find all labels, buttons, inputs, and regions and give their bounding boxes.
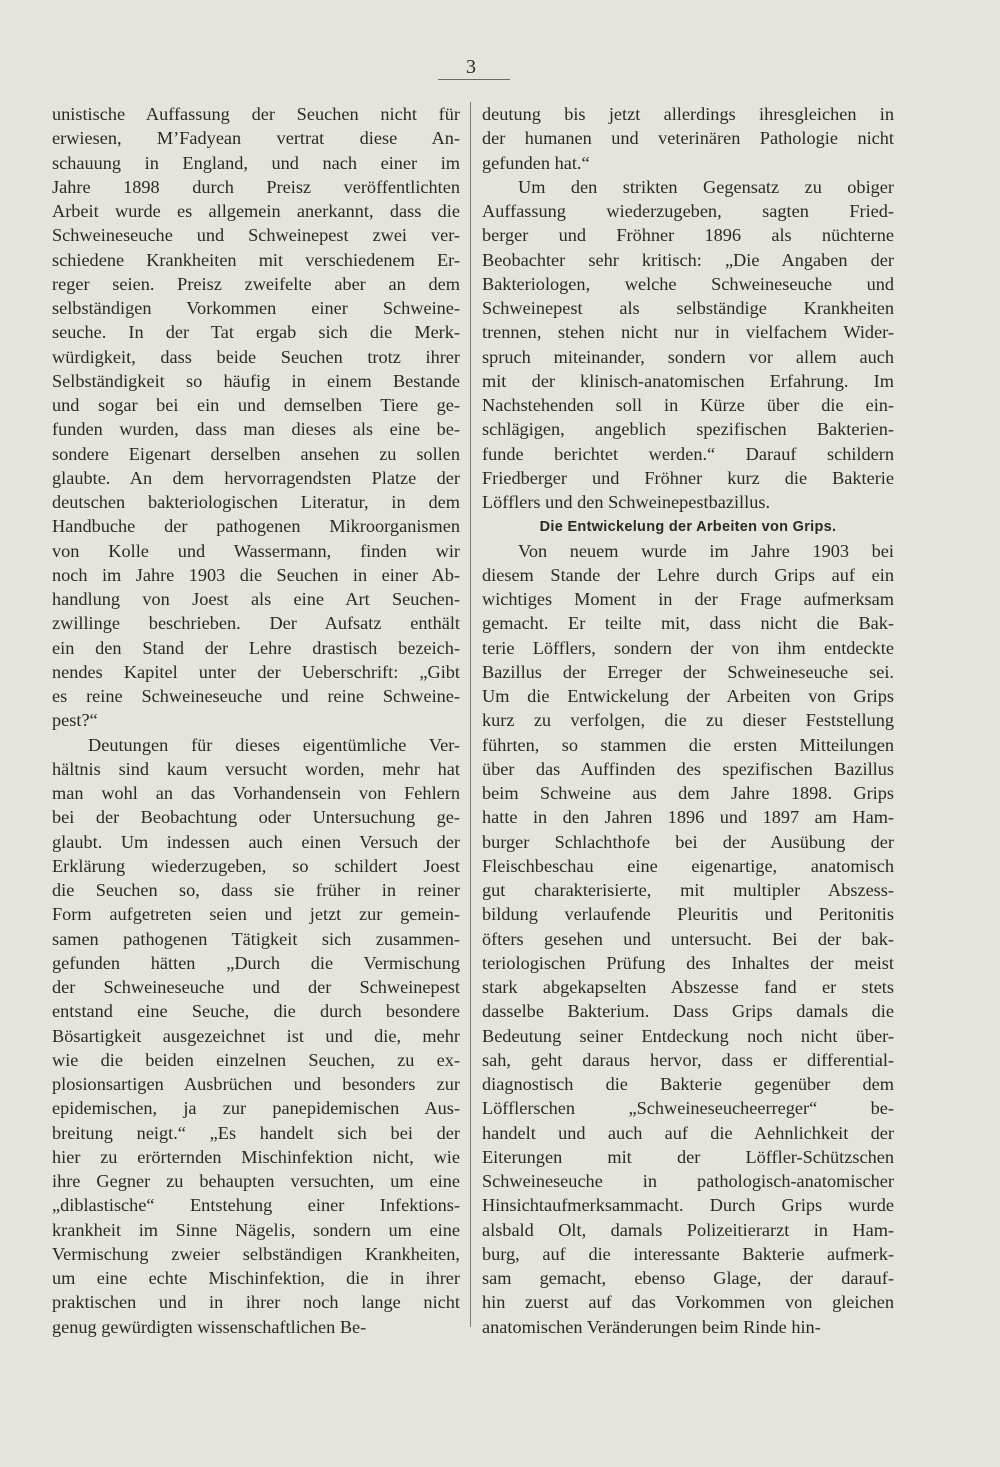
text-line: epidemischen, ja zur panepidemischen Aus- xyxy=(52,1098,460,1119)
text-line: burger Schlachthofe bei der Ausübung der xyxy=(482,831,894,852)
text-line: hin zuerst auf das Vorkommen von gleichen xyxy=(482,1292,894,1313)
text-line: schlägigen, angeblich spezifischen Bakterien- xyxy=(482,419,894,440)
text-line: über das Auffinden des spezifischen Bazillus xyxy=(482,758,894,779)
text-line: sah, geht daraus hervor, dass er differential- xyxy=(482,1049,894,1070)
text-line: nendes Kapitel unter der Ueberschrift: „Gibt xyxy=(52,661,460,682)
text-line: Handbuche der pathogenen Mikroorganismen xyxy=(52,516,460,537)
text-line: Deutungen für dieses eigentümliche Ver- xyxy=(88,734,460,755)
text-line: würdigkeit, dass beide Seuchen trotz ihrer xyxy=(52,346,460,367)
text-line: trennen, stehen nicht nur in vielfachem Wider- xyxy=(482,322,894,343)
text-line: samen pathogenen Tätigkeit sich zusammen- xyxy=(52,928,460,949)
page-number-rule xyxy=(438,79,510,80)
text-line: es reine Schweineseuche und reine Schweine- xyxy=(52,686,460,706)
text-line: Von neuem wurde im Jahre 1903 bei xyxy=(518,540,894,561)
text-line: Eiterungen mit der Löffler-Schützschen xyxy=(482,1146,894,1167)
text-line: terie Löfflers, sondern der von ihm entdeckte xyxy=(482,637,894,658)
text-line: Jahre 1898 durch Preisz veröffentlichten xyxy=(52,176,460,197)
text-line: von Kolle und Wassermann, finden wir xyxy=(52,540,460,561)
section-heading: Die Entwickelung der Arbeiten von Grips. xyxy=(539,519,837,536)
text-line: Bazillus der Erreger der Schweineseuche sei. xyxy=(482,661,894,682)
text-line: gefunden hat.“ xyxy=(482,152,590,173)
text-line: Schweinepest als selbständige Krankheiten xyxy=(482,298,894,318)
text-line: spruch miteinander, sondern vor allem auch xyxy=(482,346,894,367)
text-line: diesem Stande der Lehre durch Grips auf ein xyxy=(482,564,894,585)
text-line: praktischen und in ihrer noch lange nicht xyxy=(52,1292,460,1313)
text-line: Bakteriologen, welche Schweineseuche und xyxy=(482,273,894,294)
text-line: Erklärung wiederzugeben, so schildert Joest xyxy=(52,855,460,876)
text-line: Fleischbeschau eine eigenartige, anatomisch xyxy=(482,855,894,876)
text-line: Auffassung wiederzugeben, sagten Fried- xyxy=(482,201,894,221)
text-line: dasselbe Bakterium. Dass Grips damals die xyxy=(482,1001,894,1022)
right-text-column xyxy=(482,102,894,1339)
text-line: ihre Gegner zu behaupten versuchten, um eine xyxy=(52,1171,460,1191)
text-line: bei der Beobachtung oder Untersuchung ge- xyxy=(52,807,460,828)
text-line: kurz zu verfolgen, die zu dieser Feststellung xyxy=(482,710,894,731)
text-line: gemacht. Er teilte mit, dass nicht die Bak- xyxy=(482,613,894,634)
text-line: führten, so stammen die ersten Mitteilungen xyxy=(482,734,894,755)
text-line: noch im Jahre 1903 die Seuchen in einer Ab- xyxy=(52,564,460,585)
text-line: diagnostisch die Bakterie gegenüber dem xyxy=(482,1074,894,1094)
text-line: Löfflers und den Schweinepestbazillus. xyxy=(482,492,771,512)
text-line: Arbeit wurde es allgemein anerkannt, dass die xyxy=(52,201,460,221)
text-line: anatomischen Veränderungen beim Rinde hin- xyxy=(482,1316,821,1337)
text-line: plosionsartigen Ausbrüchen und besonders zur xyxy=(52,1074,460,1094)
text-line: unistische Auffassung der Seuchen nicht für xyxy=(52,104,460,124)
text-line: öfters gesehen und untersucht. Bei der bak- xyxy=(482,928,894,949)
text-line: Um den strikten Gegensatz zu obiger xyxy=(518,176,894,197)
text-line: Selbständigkeit so häufig in einem Bestande xyxy=(52,370,460,391)
text-line: glaubt. Um indessen auch einen Versuch der xyxy=(52,831,460,852)
text-line: handelt und auch auf die Aehnlichkeit der xyxy=(482,1122,894,1143)
text-line: schiedene Krankheiten mit verschiedenem Er- xyxy=(52,249,460,270)
text-line: hatte in den Jahren 1896 und 1897 am Ham- xyxy=(482,807,894,828)
text-line: erwiesen, M’Fadyean vertrat diese An- xyxy=(52,128,460,149)
text-line: berger und Fröhner 1896 als nüchterne xyxy=(482,225,894,246)
text-line: Um die Entwickelung der Arbeiten von Grips xyxy=(482,686,894,706)
text-line: Hinsichtaufmerksammacht. Durch Grips wurde xyxy=(482,1195,894,1216)
text-line: „diblastische“ Entstehung einer Infektions- xyxy=(52,1195,460,1216)
text-line: schauung in England, und nach einer im xyxy=(52,152,460,173)
text-line: deutschen bakteriologischen Literatur, in dem xyxy=(52,492,460,512)
text-line: Friedberger und Fröhner kurz die Bakterie xyxy=(482,467,894,488)
text-line: Vermischung zweier selbständigen Krankheiten, xyxy=(52,1243,460,1264)
text-line: krankheit im Sinne Nägelis, sondern um eine xyxy=(52,1219,460,1240)
text-line: glaubte. An dem hervorragendsten Platze der xyxy=(52,467,460,488)
text-line: und sogar bei ein und demselben Tiere ge- xyxy=(52,395,460,415)
text-line: bildung verlaufende Pleuritis und Peritonitis xyxy=(482,904,894,925)
text-line: genug gewürdigten wissenschaftlichen Be- xyxy=(52,1316,367,1337)
text-line: wie die beiden einzelnen Seuchen, zu ex- xyxy=(52,1049,460,1070)
text-line: Form aufgetreten seien und jetzt zur gemein- xyxy=(52,904,460,925)
text-line: um eine echte Mischinfektion, die in ihrer xyxy=(52,1268,460,1288)
text-line: man wohl an das Vorhandensein von Fehlern xyxy=(52,783,460,803)
left-text-column xyxy=(52,102,460,1339)
page-number: 3 xyxy=(466,56,477,78)
text-line: mit der klinisch-anatomischen Erfahrung. Im xyxy=(482,370,894,391)
text-line: Bedeutung seiner Entdeckung noch nicht über- xyxy=(482,1025,894,1046)
text-line: Schweineseuche und Schweinepest zwei ver- xyxy=(52,225,460,246)
text-line: sam gemacht, ebenso Glage, der darauf- xyxy=(482,1268,894,1288)
text-line: funden wurden, dass man dieses als eine be- xyxy=(52,419,460,440)
text-line: breitung neigt.“ „Es handelt sich bei der xyxy=(52,1122,460,1143)
text-line: gefunden hätten „Durch die Vermischung xyxy=(52,952,460,973)
text-line: der Schweineseuche und der Schweinepest xyxy=(52,977,460,997)
text-line: reger seien. Preisz zweifelte aber an dem xyxy=(52,273,460,294)
text-line: gut charakterisierte, mit multipler Abszess- xyxy=(482,880,894,900)
text-line: Löfflerschen „Schweineseucheerreger“ be- xyxy=(482,1098,894,1119)
text-line: Bösartigkeit ausgezeichnet ist und die, mehr xyxy=(52,1025,460,1046)
text-line: wichtiges Moment in der Frage aufmerksam xyxy=(482,589,894,609)
text-line: entstand eine Seuche, die durch besondere xyxy=(52,1001,460,1022)
text-line: deutung bis jetzt allerdings ihresgleichen in xyxy=(482,104,894,124)
text-line: pest?“ xyxy=(52,710,98,731)
text-line: burg, auf die interessante Bakterie aufmerk- xyxy=(482,1243,894,1264)
text-line: teriologischen Prüfung des Inhaltes der meist xyxy=(482,952,894,973)
text-line: hältnis sind kaum versucht worden, mehr hat xyxy=(52,758,460,779)
text-line: handlung von Joest als eine Art Seuchen- xyxy=(52,589,460,609)
text-line: der humanen und veterinären Pathologie nicht xyxy=(482,128,894,149)
text-line: beim Schweine aus dem Jahre 1898. Grips xyxy=(482,783,894,803)
text-line: seuche. In der Tat ergab sich die Merk- xyxy=(52,322,460,343)
text-line: Schweineseuche in pathologisch-anatomischer xyxy=(482,1171,894,1191)
text-line: ein den Stand der Lehre drastisch bezeich- xyxy=(52,637,460,658)
text-line: stark abgekapselten Abszesse fand er stets xyxy=(482,977,894,997)
text-line: Beobachter sehr kritisch: „Die Angaben der xyxy=(482,249,894,270)
text-line: hier zu erörternden Mischinfektion nicht, wie xyxy=(52,1146,460,1167)
text-line: die Seuchen so, dass sie früher in reiner xyxy=(52,880,460,900)
text-line: zwillinge beschrieben. Der Aufsatz enthält xyxy=(52,613,460,634)
text-line: alsbald Olt, damals Polizeitierarzt in Ham- xyxy=(482,1219,894,1240)
text-line: selbständigen Vorkommen einer Schweine- xyxy=(52,298,460,318)
column-divider xyxy=(470,102,471,1327)
text-line: sondere Eigenart derselben ansehen zu sollen xyxy=(52,443,460,464)
text-line: Nachstehenden soll in Kürze über die ein- xyxy=(482,395,894,415)
text-line: funde berichtet werden.“ Darauf schildern xyxy=(482,443,894,464)
